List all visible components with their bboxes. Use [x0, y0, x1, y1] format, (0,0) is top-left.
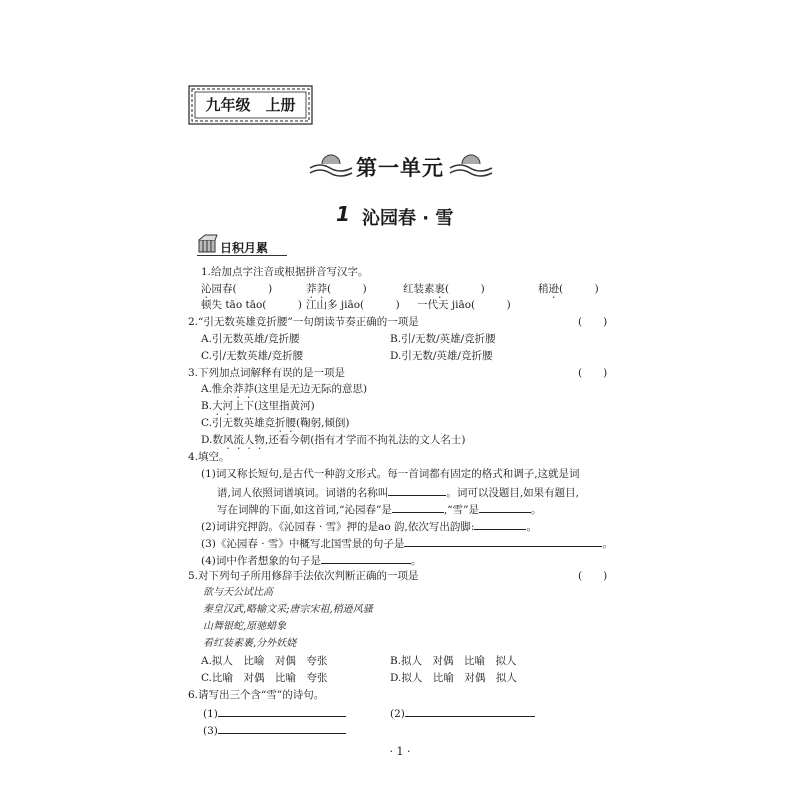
q6-line-1: (1) [203, 705, 346, 721]
answer-blank[interactable] [474, 518, 526, 530]
q2-option-c: C.引/无数英雄/竞折腰 [201, 350, 304, 362]
q1-stem: 1.给加点字注音或根据拼音写汉字。 [201, 266, 369, 278]
book-stack-icon [197, 234, 219, 254]
q3-option-d: D.数风流人物,还看今朝(指有才学而不拘礼法的文人名士) [201, 434, 466, 446]
q1-item-2: 莽莽( ) [306, 283, 367, 295]
page-number: · 1 · [389, 745, 411, 758]
q5-option-b: B.拟人 对偶 比喻 拟人 [390, 655, 517, 667]
q5-answer-bracket: ( ) [578, 570, 608, 582]
unit-title: 第一单元 [356, 156, 444, 180]
q3-answer-bracket: ( ) [578, 367, 608, 379]
lesson-title: 沁园春 · 雪 [362, 208, 454, 229]
q1-item-7: 一代天 jiāo( ) [417, 299, 511, 311]
q3-option-b: B.大河上下(这里指黄河) [201, 400, 315, 412]
answer-blank[interactable] [392, 501, 444, 513]
answer-line[interactable] [405, 705, 535, 717]
section-underline [197, 255, 287, 256]
answer-line[interactable] [218, 722, 346, 734]
q4-sub1-line3: 写在词牌的下面,如这首词,“沁园春”是 ,“雪”是 。 [217, 501, 542, 517]
q5-option-d: D.拟人 比喻 对偶 拟人 [390, 672, 517, 684]
q4-sub2: (2)词讲究押韵。《沁园春 · 雪》押的是ao 韵,依次写出韵脚: 。 [201, 518, 537, 534]
q5-option-c: C.比喻 对偶 比喻 夸张 [201, 672, 328, 684]
q2-option-a: A.引无数英雄/竞折腰 [201, 333, 300, 345]
section-label: 日积月累 [220, 241, 269, 255]
answer-blank[interactable] [404, 535, 602, 547]
q5-sentence-2: 秦皇汉武,略输文采;唐宗宋祖,稍逊风骚 [203, 604, 373, 615]
q1-item-6: 江山多 jiāo( ) [306, 299, 400, 311]
q4-sub3: (3)《沁园春 · 雪》中概写北国雪景的句子是 。 [201, 535, 613, 551]
lesson-number: 1 [336, 202, 350, 226]
answer-blank[interactable] [388, 484, 446, 496]
q6-stem: 6.请写出三个含“雪”的诗句。 [188, 689, 325, 701]
q3-option-a: A.惟余莽莽(这里是无边无际的意思) [201, 383, 368, 395]
q2-answer-bracket: ( ) [578, 316, 608, 328]
q3-option-c: C.引无数英雄竞折腰(鞠躬,倾倒) [201, 417, 350, 429]
q5-sentence-1: 欲与天公试比高 [203, 587, 273, 598]
q2-stem: 2.“引无数英雄竞折腰”一句朗读节奏正确的一项是 [188, 316, 419, 328]
answer-blank[interactable] [479, 501, 531, 513]
q5-stem: 5.对下列句子所用修辞手法依次判断正确的一项是 [188, 570, 419, 582]
answer-line[interactable] [218, 705, 346, 717]
answer-blank[interactable] [321, 552, 411, 564]
right-sun-wave-icon [448, 150, 494, 180]
q2-option-b: B.引/无数/英雄/竞折腰 [390, 333, 496, 345]
q4-sub1-line2: 谱,词人依照词谱填词。词谱的名称叫 。词可以没题目,如果有题目, [217, 484, 579, 500]
q4-stem: 4.填空。 [188, 451, 230, 463]
grade-label: 九年级 上册 [205, 96, 296, 114]
q1-item-1: 沁园春( ) [201, 283, 273, 295]
q5-option-a: A.拟人 比喻 对偶 夸张 [201, 655, 328, 667]
q6-line-2: (2) [390, 705, 535, 721]
q1-item-5: 顿失 tāo tāo( ) [201, 299, 302, 311]
q4-sub1-line1: (1)词又称长短句,是古代一种韵文形式。每一首词都有固定的格式和调子,这就是词 [201, 468, 580, 480]
q4-sub4: (4)词中作者想象的句子是 。 [201, 552, 421, 568]
q5-sentence-4: 看红装素裹,分外妖娆 [203, 638, 297, 649]
q2-option-d: D.引无数/英雄/竞折腰 [390, 350, 493, 362]
q1-item-4: 稍逊( ) [538, 283, 599, 295]
q6-line-3: (3) [203, 722, 346, 738]
q3-stem: 3.下列加点词解释有误的是一项是 [188, 367, 346, 379]
q1-item-3: 红装素裹( ) [403, 283, 485, 295]
q5-sentence-3: 山舞银蛇,原驰蜡象 [203, 621, 287, 632]
